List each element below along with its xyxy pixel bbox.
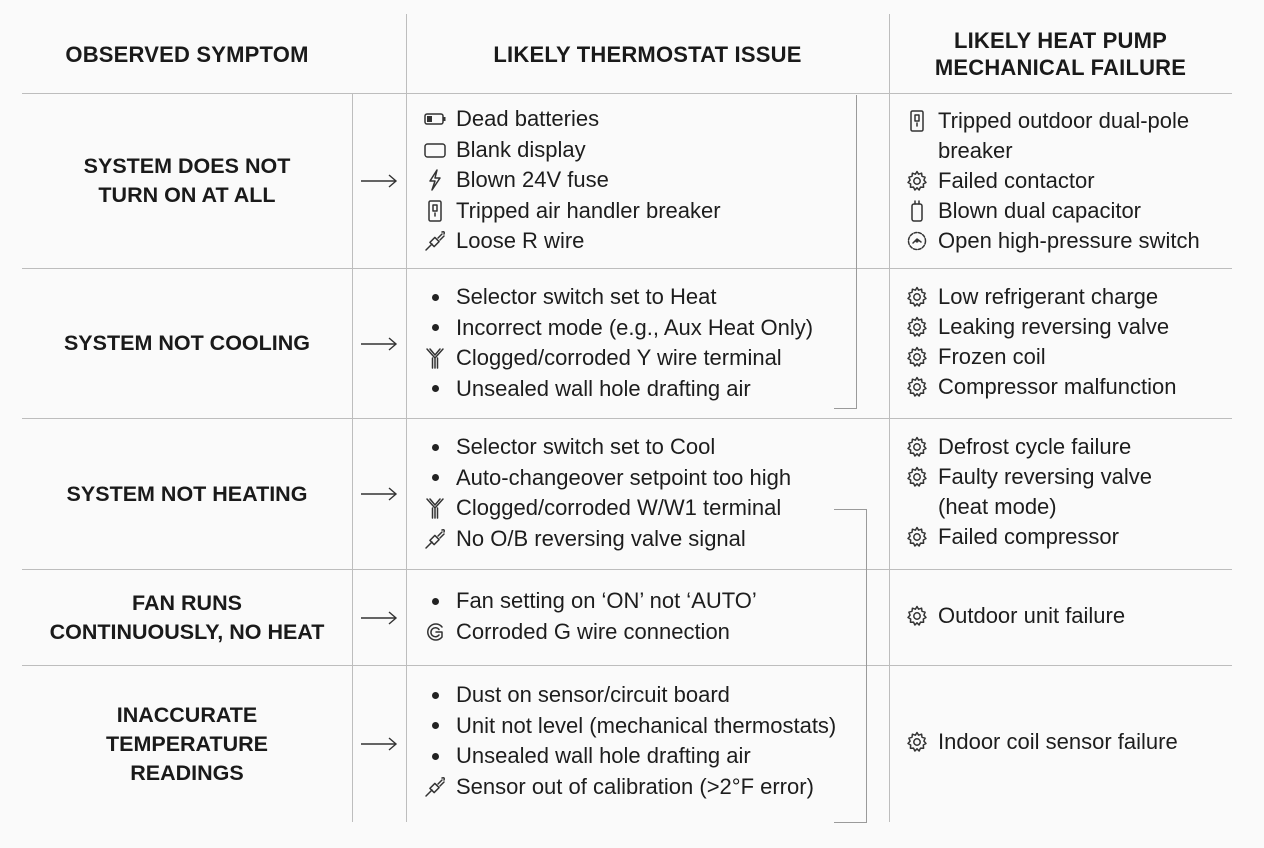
list-item (423, 343, 813, 374)
list-item-text: Leaking reversing valve (938, 314, 1170, 339)
list-item (905, 462, 1152, 522)
gear-icon (905, 166, 929, 196)
arrow-right-icon (352, 570, 406, 665)
list-item (423, 135, 721, 166)
list-item-text: Blown 24V fuse (456, 167, 609, 192)
gear-icon (905, 727, 929, 757)
list-item-text: Failed contactor (938, 168, 1095, 193)
list-item (423, 711, 836, 742)
gear-icon (905, 522, 929, 552)
display-icon (423, 135, 447, 165)
wire-icon (423, 524, 447, 554)
bullet-icon (423, 586, 447, 616)
list-item (423, 680, 836, 711)
list-item-text: Failed compressor (938, 524, 1119, 549)
list-item-text: Unsealed wall hole drafting air (456, 743, 751, 768)
list-item-text: Faulty reversing valve (heat mode) (938, 464, 1152, 519)
g-terminal-icon (423, 617, 447, 647)
symptom-cell (22, 419, 352, 569)
bullet-icon (423, 282, 447, 312)
lightning-icon (423, 165, 447, 195)
thermostat-issue-list (423, 104, 721, 257)
symptom-cell (22, 666, 352, 822)
list-item (905, 522, 1152, 552)
list-item-text: Auto-changeover setpoint too high (456, 464, 792, 490)
bullet-icon (423, 711, 447, 741)
gear-icon (905, 462, 929, 492)
thermostat-issue-list (423, 432, 791, 554)
header-thermostat: LIKELY THERMOSTAT ISSUE (493, 41, 802, 67)
list-item-text: Selector switch set to Heat (456, 284, 717, 309)
bullet-icon (423, 741, 447, 771)
list-item (905, 432, 1152, 462)
list-item-text: Dead batteries (456, 106, 600, 131)
list-item-text: Clogged/corroded Y wire terminal (456, 345, 782, 370)
symptom-label: SYSTEM NOT HEATING (66, 481, 308, 506)
arrow-right-icon (352, 419, 406, 569)
bullet-icon (423, 313, 447, 343)
bullet-icon (423, 374, 447, 404)
symptom-label: INACCURATE TEMPERATURE READINGS (105, 702, 269, 785)
list-item-text: Defrost cycle failure (938, 434, 1132, 459)
list-item-text: Low refrigerant charge (938, 284, 1159, 309)
list-item-text: Open high-pressure switch (938, 228, 1200, 253)
y-terminal-icon (423, 493, 447, 523)
heat-pump-failure-list (905, 727, 1178, 757)
list-item-text: Incorrect mode (e.g., Aux Heat Only) (456, 314, 814, 340)
list-item (905, 372, 1176, 402)
arrow-right-icon (352, 666, 406, 822)
bullet-icon (423, 680, 447, 710)
list-item-text: Tripped air handler breaker (456, 197, 721, 223)
bullet-icon (423, 432, 447, 462)
breaker-icon (423, 196, 447, 226)
battery-icon (423, 104, 447, 134)
heat-pump-failure-list (905, 282, 1176, 402)
list-item-text: Selector switch set to Cool (456, 434, 716, 459)
header-heat-pump: LIKELY HEAT PUMP MECHANICAL FAILURE (934, 28, 1187, 80)
list-item (905, 106, 1200, 166)
symptom-label: FAN RUNS CONTINUOUSLY, NO HEAT (49, 590, 325, 644)
list-item-text: Clogged/corroded W/W1 terminal (456, 495, 782, 520)
arrow-right-icon (352, 94, 406, 268)
thermostat-issue-list (423, 282, 813, 404)
wire-icon (423, 226, 447, 256)
symptom-label: SYSTEM DOES NOT TURN ON AT ALL (83, 154, 291, 207)
list-item (423, 282, 813, 313)
list-item (905, 282, 1176, 312)
list-item (423, 463, 791, 494)
gear-icon (905, 312, 929, 342)
gear-icon (905, 601, 929, 631)
list-item (423, 524, 791, 555)
capacitor-icon (905, 196, 929, 226)
list-item-text: Sensor out of calibration (>2°F error) (456, 773, 814, 799)
list-item (423, 432, 791, 463)
heat-pump-failure-list (905, 432, 1152, 552)
list-item (423, 617, 757, 648)
list-item (905, 196, 1200, 226)
list-item (905, 342, 1176, 372)
list-item (423, 374, 813, 405)
list-item-text: Blown dual capacitor (938, 198, 1142, 223)
list-item-text: Outdoor unit failure (938, 603, 1126, 628)
list-item (905, 727, 1178, 757)
list-item-text: Tripped outdoor dual-pole breaker (938, 108, 1190, 163)
arrow-right-icon (352, 269, 406, 418)
breaker-icon (905, 106, 929, 136)
symptom-cell (22, 94, 352, 268)
header-symptom: OBSERVED SYMPTOM (65, 41, 309, 67)
list-item (423, 165, 721, 196)
list-item (423, 104, 721, 135)
y-terminal-icon (423, 343, 447, 373)
group-bracket (834, 509, 867, 823)
list-item-text: Corroded G wire connection (456, 618, 730, 644)
list-item (905, 166, 1200, 196)
list-item-text: No O/B reversing valve signal (456, 525, 746, 551)
list-item-text: Unsealed wall hole drafting air (456, 375, 751, 401)
gear-icon (905, 372, 929, 402)
list-item (423, 493, 791, 524)
symptom-cell (22, 269, 352, 418)
list-item-text: Blank display (456, 136, 586, 162)
list-item (423, 586, 757, 617)
list-item-text: Loose R wire (456, 228, 585, 253)
list-item (423, 196, 721, 227)
list-item-text: Unit not level (mechanical thermostats) (456, 712, 837, 738)
list-item (905, 312, 1176, 342)
thermostat-issue-list (423, 680, 836, 802)
list-item (423, 313, 813, 344)
symptom-label: SYSTEM NOT COOLING (63, 331, 311, 355)
list-item (423, 226, 721, 257)
gear-icon (905, 342, 929, 372)
list-item (905, 601, 1125, 631)
symptom-cell (22, 570, 352, 665)
list-item (905, 226, 1200, 256)
heat-pump-failure-list (905, 601, 1125, 631)
group-bracket (834, 95, 857, 409)
gear-icon (905, 282, 929, 312)
gear-icon (905, 432, 929, 462)
heat-pump-failure-list (905, 106, 1200, 256)
wire-icon (423, 772, 447, 802)
list-item-text: Fan setting on ‘ON’ not ‘AUTO’ (456, 588, 757, 613)
thermostat-issue-list (423, 586, 757, 647)
bullet-icon (423, 463, 447, 493)
list-item (423, 741, 836, 772)
switch-icon (905, 226, 929, 256)
list-item (423, 772, 836, 803)
list-item-text: Dust on sensor/circuit board (456, 682, 730, 707)
list-item-text: Indoor coil sensor failure (938, 729, 1178, 754)
list-item-text: Compressor malfunction (938, 374, 1177, 399)
list-item-text: Frozen coil (938, 344, 1046, 369)
